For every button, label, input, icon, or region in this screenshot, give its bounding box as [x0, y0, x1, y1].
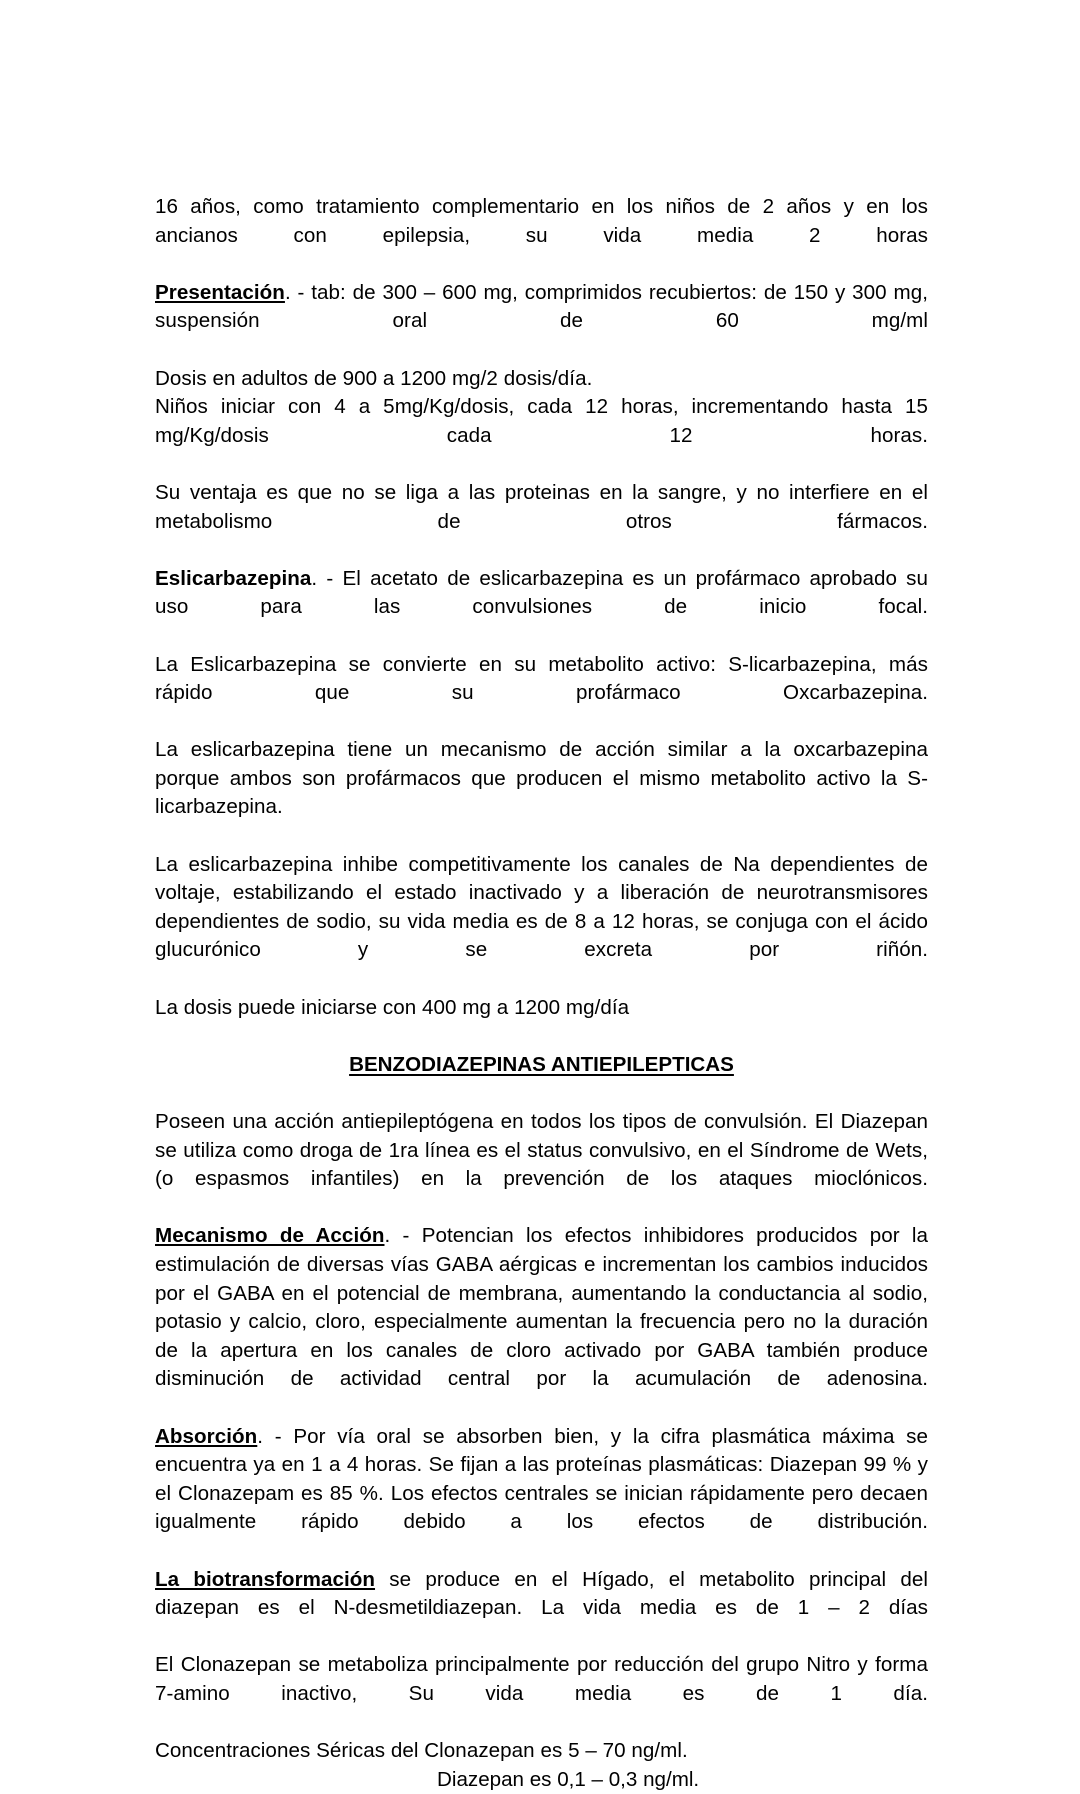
- paragraph-presentacion: [155, 279, 928, 365]
- lead-label-mecanismo-de-accion: Mecanismo de Acción: [155, 1224, 385, 1248]
- lead-label-eslicarbazepina: Eslicarbazepina: [155, 566, 312, 590]
- document-body: [155, 193, 928, 1794]
- paragraph-biotransformacion: [155, 1566, 928, 1652]
- paragraph-text: Niños iniciar con 4 a 5mg/Kg/dosis, cada 12 horas, incrementando hasta 15 mg/Kg/dosis cada 12 horas.: [155, 395, 928, 447]
- paragraph-mecanismo-de-accion: [155, 1222, 928, 1422]
- paragraph-mecanismo-similar: [155, 736, 928, 850]
- lead-label-biotransformacion: La biotransformación: [155, 1567, 376, 1591]
- lead-label-presentacion: Presentación: [155, 280, 285, 304]
- section-heading-benzodiazepinas: BENZODIAZEPINAS ANTIEPILEPTICAS: [349, 1052, 734, 1076]
- paragraph-ventaja: [155, 479, 928, 565]
- paragraph-dosis-ninos: [155, 393, 928, 479]
- paragraph-text: La dosis puede iniciarse con 400 mg a 1200 mg/día: [155, 995, 630, 1019]
- paragraph-text: La eslicarbazepina inhibe competitivamente los canales de Na dependientes de voltaje, estabilizando el estado inactivado y a liberación de neurotransmisores dependientes de sodio, su vida media es de 8 a 12 horas, se conjuga con el ácido glucurónico y se excreta por riñón.: [155, 852, 928, 962]
- paragraph-text: El Clonazepan se metaboliza principalmente por reducción del grupo Nitro y forma 7-amino inactivo, Su vida media es de 1 día.: [155, 1653, 928, 1705]
- paragraph-text: Su ventaja es que no se liga a las proteinas en la sangre, y no interfiere en el metabolismo de otros fármacos.: [155, 480, 928, 533]
- paragraph-text: 16 años, como tratamiento complementario en los niños de 2 años y en los ancianos con epilepsia, su vida media 2 horas: [155, 195, 928, 247]
- paragraph-text: . - El acetato de eslicarbazepina es un profármaco aprobado su uso para las convulsiones de inicio focal.: [155, 566, 928, 619]
- paragraph-absorcion: [155, 1423, 928, 1566]
- paragraph-text: se produce en el Hígado, el metabolito principal del diazepan es el N-desmetildiazepan. La vida media es de 1 – 2 días: [155, 1567, 928, 1620]
- paragraph-text: La eslicarbazepina tiene un mecanismo de acción similar a la oxcarbazepina porque ambos son profármacos que producen el mismo metabolito activo la S-licarbazepina.: [155, 738, 928, 819]
- paragraph-accion-antiepileptogena: [155, 1108, 928, 1222]
- paragraph-dosis-adultos: [155, 365, 928, 394]
- paragraph-canales-na: [155, 851, 928, 994]
- paragraph-text: Concentraciones Séricas del Clonazepan es 5 – 70 ng/ml.: [155, 1739, 688, 1763]
- paragraph-text: Poseen una acción antiepileptógena en todos los tipos de convulsión. El Diazepan se utiliza como droga de 1ra línea es el status convulsivo, en el Síndrome de Wets, (o espasmos infantiles) en la prevención de los ataques mioclónicos.: [155, 1110, 928, 1191]
- paragraph-text: Diazepan es 0,1 – 0,3 ng/ml.: [437, 1767, 700, 1791]
- paragraph-eslicarbazepina: [155, 565, 928, 651]
- paragraph-intro-age: [155, 193, 928, 279]
- paragraph-text: . - Potencian los efectos inhibidores producidos por la estimulación de diversas vías GABA aérgicas e incrementan los cambios inducidos por el GABA en el potencial de membrana, aumentando la conductancia al sodio, potasio y calcio, cloro, especialmente aumentan la frecuencia pero no la duración de la apertura en los canales de cloro activado por GABA también produce disminución de actividad central por la acumulación de adenosina.: [155, 1224, 929, 1391]
- blank-line-before-heading: [155, 1022, 928, 1051]
- blank-line-after-heading: [155, 1079, 928, 1108]
- paragraph-dosis-inicial: [155, 994, 928, 1023]
- paragraph-text: . - tab: de 300 – 600 mg, comprimidos recubiertos: de 150 y 300 mg, suspensión oral de 60 mg/ml: [155, 280, 928, 333]
- paragraph-concentraciones-diazepan: [155, 1766, 928, 1794]
- paragraph-metabolito-activo: [155, 651, 928, 737]
- paragraph-text: La Eslicarbazepina se convierte en su metabolito activo: S-licarbazepina, más rápido que su profármaco Oxcarbazepina.: [155, 652, 928, 705]
- paragraph-clonazepan-metabolismo: [155, 1651, 928, 1737]
- lead-label-absorcion: Absorción: [155, 1424, 258, 1448]
- paragraph-text: Dosis en adultos de 900 a 1200 mg/2 dosis/día.: [155, 366, 593, 390]
- paragraph-text: . - Por vía oral se absorben bien, y la cifra plasmática máxima se encuentra ya en 1 a 4 horas. Se fijan a las proteínas plasmáticas: Diazepan 99 % y el Clonazepam es 85 %. Los efectos centrales se inician rápidamente pero decaen igualmente rápido debido a los efectos de distribución.: [155, 1424, 928, 1534]
- paragraph-concentraciones-clonazepan: [155, 1737, 928, 1766]
